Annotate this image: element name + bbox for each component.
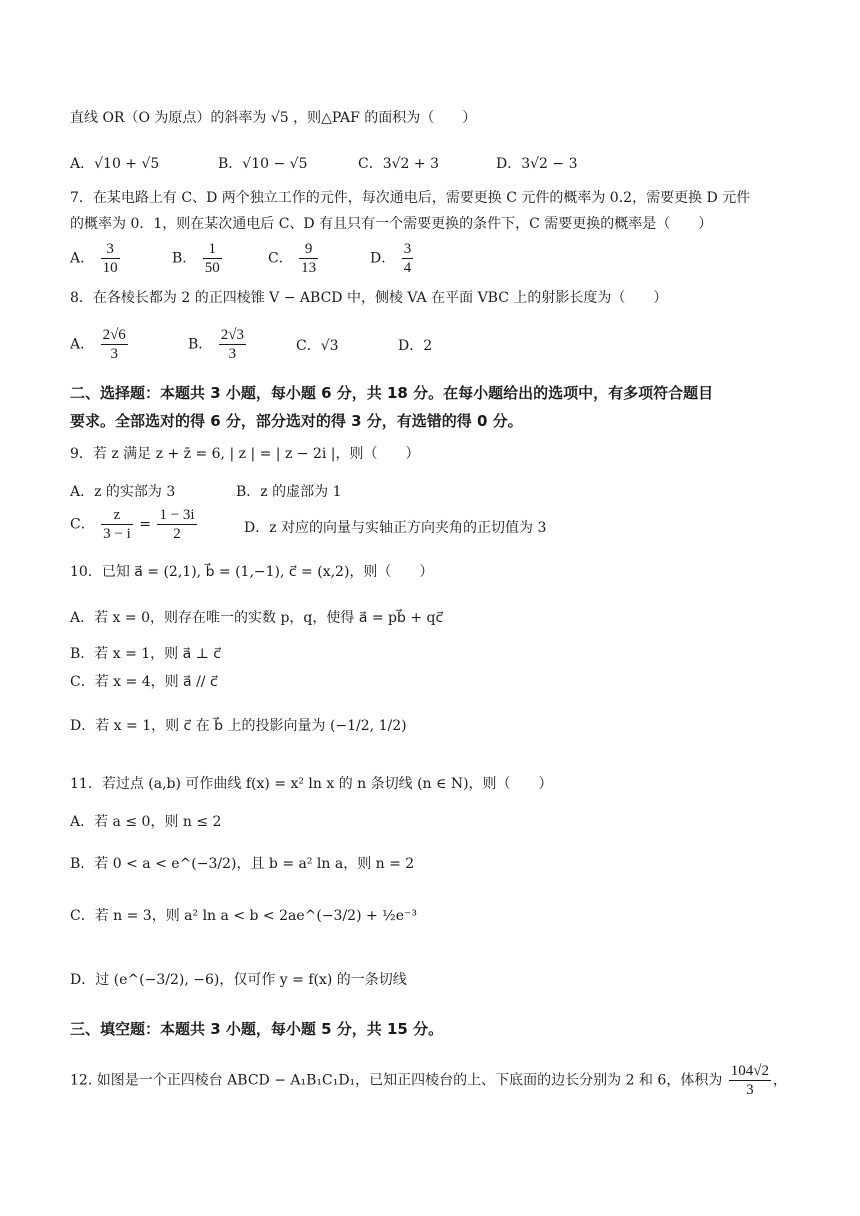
q7-option-c <box>268 240 320 277</box>
q12-tail: ， <box>773 1072 788 1089</box>
q9-option-b: B．z 的虚部为 1 <box>236 484 342 500</box>
volume-fraction: $\frac{104√2}{3}$ <box>730 1063 770 1098</box>
q7-option-b <box>172 240 224 277</box>
q8-option-b <box>188 326 248 363</box>
q10-option-d <box>70 716 407 736</box>
question-11-stem: 11．若过点 (a,b) 可作曲线 f(x) = x² ln x 的 n 条切线 (n ∈ N)，则（ ） <box>70 776 553 792</box>
q10-option-b: B．若 x = 1，则 a⃗ ⊥ c⃗ <box>70 646 221 662</box>
fraction: $\frac{1 - 3i}{2}$ <box>159 507 195 542</box>
q6-option-b: B．√10 − √5 <box>218 156 308 172</box>
question-6-tail: 直线 OR（O 为原点）的斜率为 √5 ，则△PAF 的面积为（ ） <box>70 110 477 126</box>
question-8-stem: 8．在各棱长都为 2 的正四棱锥 V − ABCD 中，侧棱 VA 在平面 VBC 上的射影长度为（ ） <box>70 290 668 306</box>
q10-option-c: C．若 x = 4，则 a⃗ // c⃗ <box>70 674 218 690</box>
fraction: $\frac{3}{10}$ <box>102 241 118 276</box>
q9-option-c <box>70 506 199 543</box>
q8-option-d <box>398 336 432 356</box>
fraction: $\frac{2√6}{3}$ <box>102 327 126 362</box>
q11-option-b: B．若 0 < a < e^(−3/2)，且 b = a² ln a，则 n = 2 <box>70 856 415 872</box>
q8-option-c <box>296 336 339 356</box>
q6-option-c: C．3√2 + 3 <box>358 156 439 172</box>
question-12-stem <box>70 1062 787 1099</box>
fraction: $\frac{3}{4}$ <box>403 241 412 276</box>
option-letter: C． <box>268 250 293 267</box>
option-letter: B． <box>172 250 197 267</box>
q6-option-d: D．3√2 − 3 <box>496 156 578 172</box>
equals-sign: = <box>139 516 151 533</box>
q11-option-a: A．若 a ≤ 0，则 n ≤ 2 <box>70 814 222 830</box>
q8-option-a <box>70 326 130 363</box>
q10-option-a: A．若 x = 0，则存在唯一的实数 p，q，使得 a⃗ = pb⃗ + qc⃗ <box>70 610 444 626</box>
q11-option-c: C．若 n = 3，则 a² ln a < b < 2ae^(−3/2) + ½e⁻³ <box>70 908 418 924</box>
fraction: $\frac{1}{50}$ <box>204 241 220 276</box>
option-value: √3 <box>320 338 339 354</box>
option-letter: B． <box>188 336 213 353</box>
option-letter: A． <box>70 250 95 267</box>
fraction: $\frac{9}{13}$ <box>301 241 317 276</box>
q12-text: 12. 如图是一个正四棱台 ABCD − A₁B₁C₁D₁，已知正四棱台的上、下底面的边长分别为 2 和 6，体积为 <box>70 1072 723 1089</box>
q9-option-d: D．z 对应的向量与实轴正方向夹角的正切值为 3 <box>244 520 547 536</box>
option-letter: A． <box>70 336 95 353</box>
question-7-line-2: 的概率为 0．1，则在某次通电后 C、D 有且只有一个需要更换的条件下，C 需要更换的概率是（ ） <box>70 216 713 232</box>
q7-option-d <box>370 240 415 277</box>
question-7-line-1: 7．在某电路上有 C、D 两个独立工作的元件，每次通电后，需要更换 C 元件的概率为 0.2，需要更换 D 元件 <box>70 190 751 206</box>
q11-option-d: D．过 (e^(−3/2), −6)，仅可作 y = f(x) 的一条切线 <box>70 972 407 988</box>
projection-vector: (−1/2, 1/2) <box>329 718 407 734</box>
q7-option-a <box>70 240 122 277</box>
q6-option-a: A．√10 + √5 <box>70 156 160 172</box>
option-letter: C． <box>70 516 95 533</box>
section-3-heading: 三、填空题：本题共 3 小题，每小题 5 分，共 15 分。 <box>70 1020 444 1038</box>
fraction: $\frac{z}{3 - i}$ <box>103 507 131 542</box>
question-9-stem: 9．若 z 满足 z + z̄ = 6, | z | = | z − 2i |，则（ ） <box>70 446 420 462</box>
section-2-heading-line-2: 要求。全部选对的得 6 分，部分选对的得 3 分，有选错的得 0 分。 <box>70 412 523 430</box>
q9-option-a: A．z 的实部为 3 <box>70 484 176 500</box>
option-letter: D． <box>398 338 424 354</box>
option-value: 2 <box>423 338 433 354</box>
fraction: $\frac{2√3}{3}$ <box>220 327 244 362</box>
option-letter: C． <box>296 338 321 354</box>
question-10-stem: 10．已知 a⃗ = (2,1), b⃗ = (1,−1), c⃗ = (x,2)，则（ ） <box>70 564 434 580</box>
option-letter: D． <box>370 250 396 267</box>
section-2-heading-line-1: 二、选择题：本题共 3 小题，每小题 6 分，共 18 分。在每小题给出的选项中，有多项符合题目 <box>70 384 714 402</box>
option-text: D．若 x = 1，则 c⃗ 在 b⃗ 上的投影向量为 <box>70 718 326 734</box>
